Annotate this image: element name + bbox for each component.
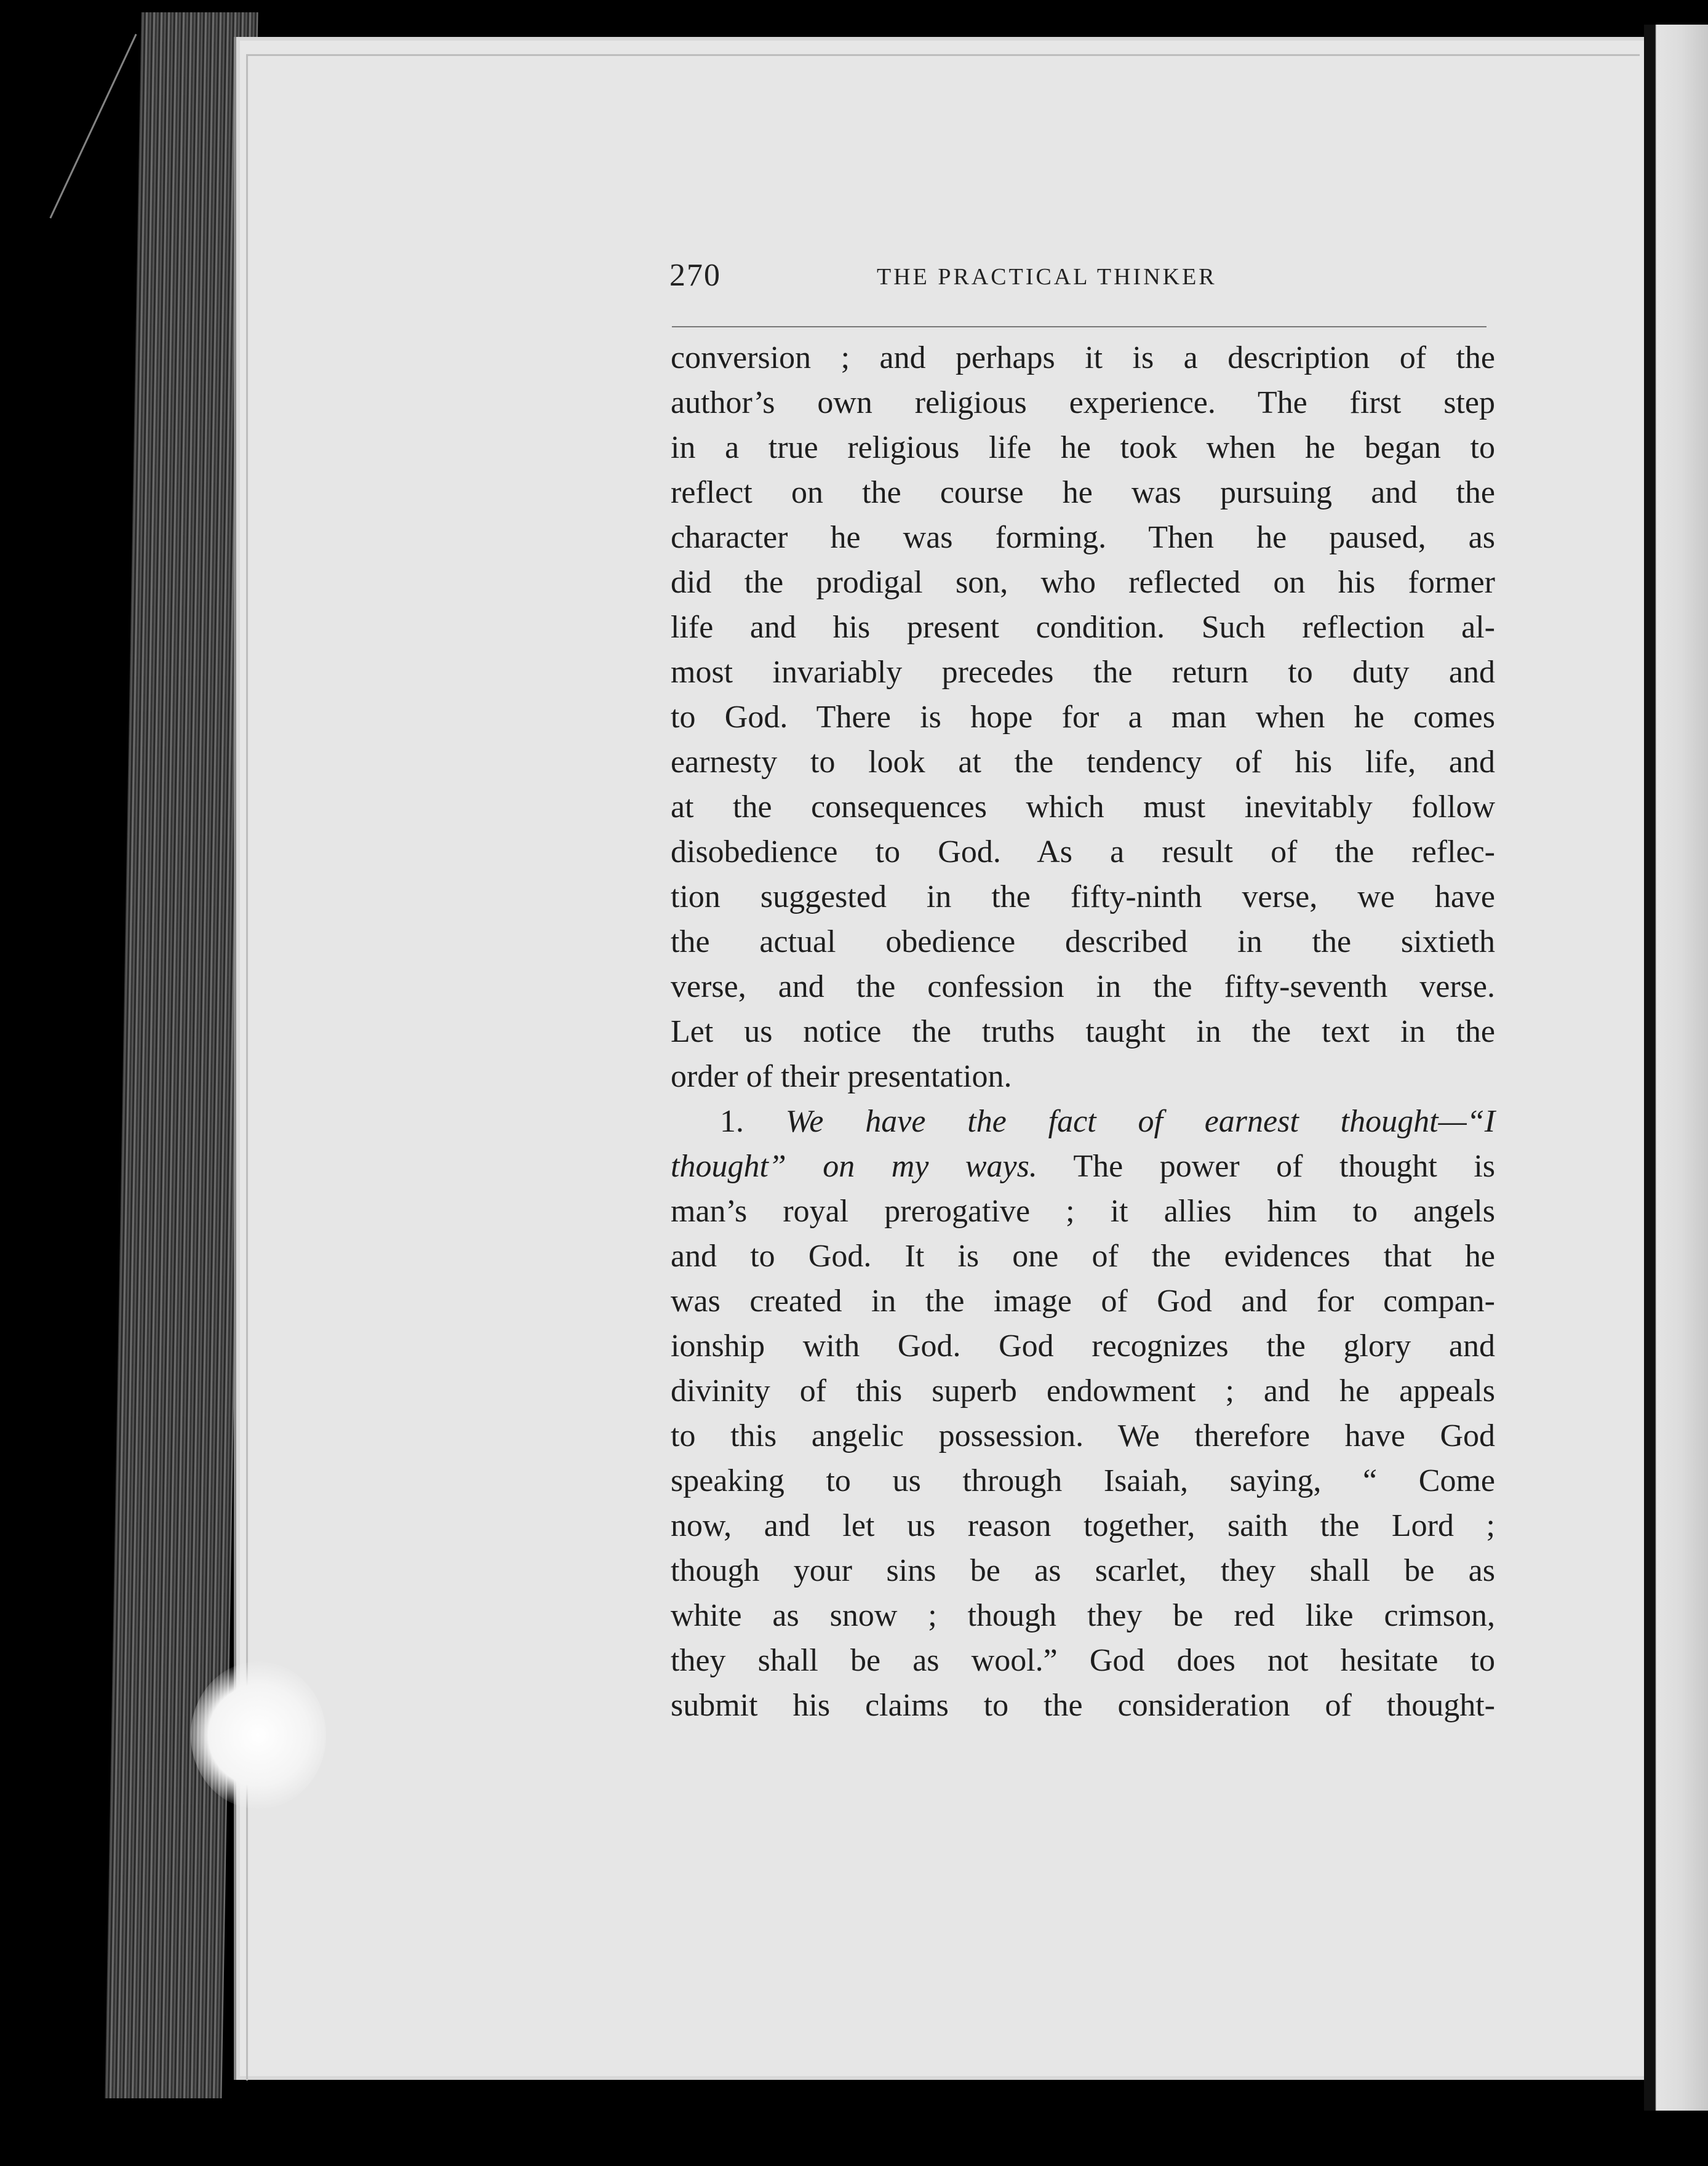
text-line: most invariably precedes the return to duty and bbox=[671, 655, 1495, 690]
running-title: THE PRACTICAL THINKER bbox=[877, 264, 1217, 290]
running-head bbox=[669, 257, 1285, 300]
facing-page-edge bbox=[1644, 25, 1708, 2111]
text-line: now, and let us reason together, saith the Lord ; bbox=[671, 1508, 1495, 1543]
header-rule bbox=[672, 326, 1487, 327]
text-line: reflect on the course he was pursuing and the bbox=[671, 475, 1495, 510]
text-line: they shall be as wool.” God does not hesitate to bbox=[671, 1643, 1495, 1678]
text-line: man’s royal prerogative ; it allies him to angels bbox=[671, 1194, 1495, 1229]
text-line: though your sins be as scarlet, they shall be as bbox=[671, 1553, 1495, 1588]
text-line: author’s own religious experience. The first step bbox=[671, 385, 1495, 420]
point-heading-italic: thought” on my ways. bbox=[671, 1149, 1037, 1184]
text-line: ionship with God. God recognizes the glory and bbox=[671, 1329, 1495, 1364]
text-line: Let us notice the truths taught in the text in the bbox=[671, 1014, 1495, 1049]
text-line: life and his present condition. Such reflection al- bbox=[671, 610, 1495, 645]
text-line: to this angelic possession. We therefore have God bbox=[671, 1418, 1495, 1453]
text-line: speaking to us through Isaiah, saying, “ Come bbox=[671, 1463, 1495, 1498]
page-number: 270 bbox=[669, 258, 721, 293]
text-line: verse, and the confession in the fifty-seventh verse. bbox=[671, 969, 1495, 1004]
body-text bbox=[671, 335, 1495, 1728]
point-number: 1. bbox=[720, 1104, 744, 1139]
text-line: submit his claims to the consideration of thought- bbox=[671, 1688, 1495, 1723]
text-line: earnesty to look at the tendency of his life, and bbox=[671, 745, 1495, 780]
text-line: tion suggested in the fifty-ninth verse, we have bbox=[671, 879, 1495, 914]
point-heading-line bbox=[671, 1144, 1495, 1189]
text-fragment: The power of thought is bbox=[1037, 1149, 1495, 1184]
text-line: was created in the image of God and for compan- bbox=[671, 1284, 1495, 1319]
text-line: to God. There is hope for a man when he comes bbox=[671, 700, 1495, 735]
text-line: in a true religious life he took when he began to bbox=[671, 430, 1495, 465]
text-line: did the prodigal son, who reflected on his former bbox=[671, 565, 1495, 600]
text-line: disobedience to God. As a result of the reflec- bbox=[671, 834, 1495, 869]
point-heading-italic: We have the fact of earnest thought—“I bbox=[785, 1104, 1496, 1139]
text-line: conversion ; and perhaps it is a description of the bbox=[671, 340, 1495, 375]
text-line: at the consequences which must inevitably follow bbox=[671, 789, 1495, 825]
text-line: white as snow ; though they be red like crimson, bbox=[671, 1598, 1495, 1633]
light-smudge bbox=[191, 1661, 326, 1809]
text-line: character he was forming. Then he paused, as bbox=[671, 520, 1495, 555]
text-line: divinity of this superb endowment ; and he appeals bbox=[671, 1373, 1495, 1409]
text-line: and to God. It is one of the evidences that he bbox=[671, 1239, 1495, 1274]
point-heading-line bbox=[671, 1099, 1495, 1144]
film-scratch bbox=[49, 34, 137, 218]
text-line: the actual obedience described in the sixtieth bbox=[671, 924, 1495, 959]
text-line: order of their presentation. bbox=[671, 1059, 1012, 1094]
